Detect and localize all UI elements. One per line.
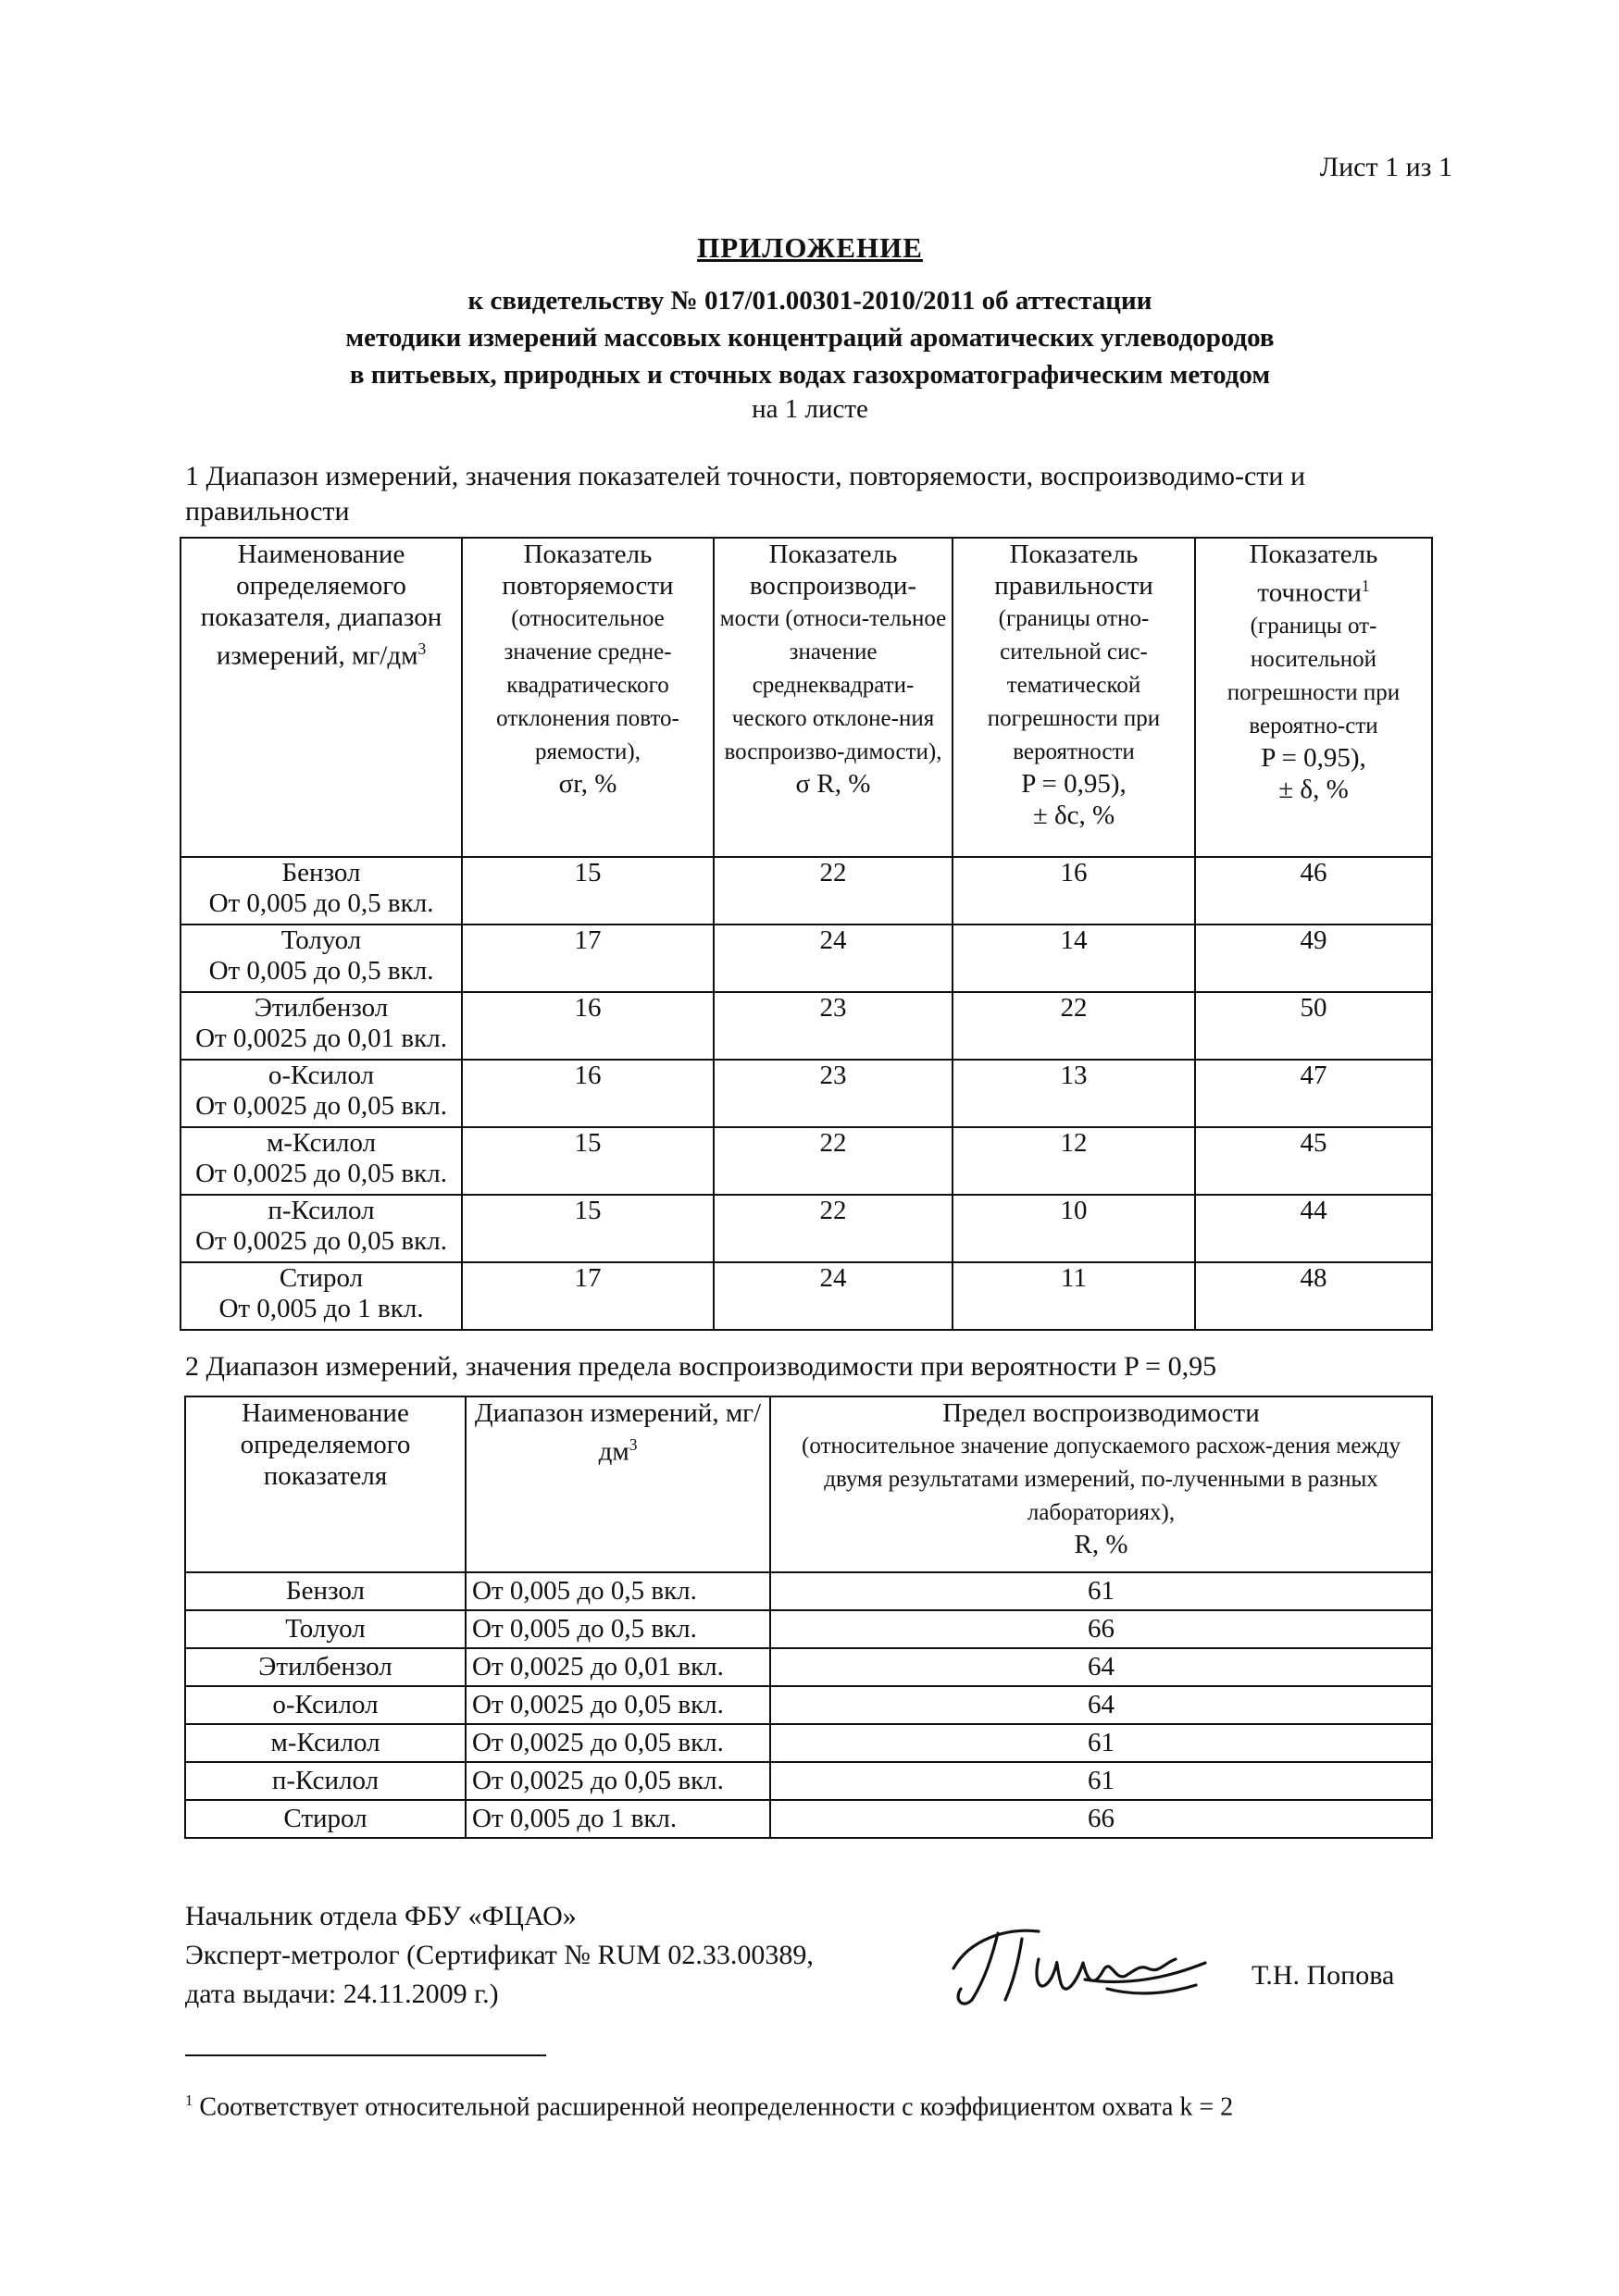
limit-value: 64 <box>770 1648 1432 1686</box>
analyte-name: Этилбензол <box>185 1648 466 1686</box>
repeatability-value: 15 <box>462 857 714 925</box>
table-row <box>181 857 1432 925</box>
reproducibility-value: 24 <box>714 925 953 992</box>
repeatability-value: 16 <box>462 1060 714 1127</box>
header-cell-limit: Предел воспроизводимости (относительное значение допускаемого расхож-дения между двумя результатами измерений, по-лученными в разных лабораториях), R, % <box>770 1396 1432 1572</box>
range-value: От 0,0025 до 0,05 вкл. <box>466 1762 770 1800</box>
analyte-cell: Стирол От 0,005 до 1 вкл. <box>181 1262 462 1330</box>
signatory-block <box>185 1897 814 2014</box>
repeatability-value: 17 <box>462 1262 714 1330</box>
repeatability-value: 15 <box>462 1195 714 1262</box>
accuracy-value: 46 <box>1195 857 1432 925</box>
range-value: От 0,0025 до 0,01 вкл. <box>466 1648 770 1686</box>
analyte-cell: Бензол От 0,005 до 0,5 вкл. <box>181 857 462 925</box>
header-line-4: на 1 листе <box>752 394 868 424</box>
accuracy-value: 47 <box>1195 1060 1432 1127</box>
analyte-name: Стирол <box>185 1800 466 1838</box>
section-2-title: 2 Диапазон измерений, значения предела воспроизводимости при вероятности P = 0,95 <box>185 1351 1217 1382</box>
reproducibility-limit-table-header <box>185 1396 1432 1572</box>
trueness-value: 12 <box>953 1127 1195 1195</box>
footnote: $^1$ Соответствует относительной расширенной неопределенности с коэффициентом охвата k = 2 <box>185 2091 1234 2122</box>
document-title: ПРИЛОЖЕНИЕ <box>697 231 923 264</box>
limit-value: 66 <box>770 1610 1432 1648</box>
limit-value: 61 <box>770 1572 1432 1610</box>
accuracy-table-header <box>181 538 1432 857</box>
table-row <box>185 1762 1432 1800</box>
analyte-name: м-Ксилол <box>185 1724 466 1762</box>
limit-value: 66 <box>770 1800 1432 1838</box>
header-cell-repeatability: Показатель повторяемости (относительное значение средне-квадратического отклонения повто-ряемости), σr, % <box>462 538 714 857</box>
analyte-cell: п-Ксилол От 0,0025 до 0,05 вкл. <box>181 1195 462 1262</box>
range-value: От 0,005 до 0,5 вкл. <box>466 1610 770 1648</box>
header-line-1: к свидетельству № 017/01.00301-2010/2011 об аттестации <box>467 286 1152 316</box>
table-row <box>181 1060 1432 1127</box>
trueness-value: 16 <box>953 857 1195 925</box>
trueness-value: 13 <box>953 1060 1195 1127</box>
table-row <box>185 1800 1432 1838</box>
header-line-3: в питьевых, природных и сточных водах газохроматографическим методом <box>349 360 1271 390</box>
accuracy-value: 45 <box>1195 1127 1432 1195</box>
reproducibility-value: 22 <box>714 857 953 925</box>
header-cell-reproducibility: Показатель воспроизводи- мости (относи-тельное значение среднеквадрати-ческого отклоне-ния воспроизво-димости), σ R, % <box>714 538 953 857</box>
accuracy-value: 49 <box>1195 925 1432 992</box>
footnote-divider <box>185 2054 546 2056</box>
table-row <box>181 1262 1432 1330</box>
reproducibility-value: 22 <box>714 1127 953 1195</box>
trueness-value: 14 <box>953 925 1195 992</box>
signatory-issue-date: дата выдачи: 24.11.2009 г.) <box>185 1979 499 2009</box>
reproducibility-value: 22 <box>714 1195 953 1262</box>
header-cell-analyte: Наименование определяемого показателя <box>185 1396 466 1572</box>
accuracy-value: 44 <box>1195 1195 1432 1262</box>
trueness-value: 22 <box>953 992 1195 1060</box>
header-cell-range: Диапазон измерений, $мг/дм^3$ <box>466 1396 770 1572</box>
analyte-cell: Толуол От 0,005 до 0,5 вкл. <box>181 925 462 992</box>
table-row <box>181 925 1432 992</box>
table-row <box>185 1572 1432 1610</box>
limit-value: 64 <box>770 1686 1432 1724</box>
repeatability-value: 15 <box>462 1127 714 1195</box>
analyte-name: Толуол <box>185 1610 466 1648</box>
analyte-name: п-Ксилол <box>185 1762 466 1800</box>
signatory-name: Т.Н. Попова <box>1252 1960 1395 1991</box>
analyte-cell: о-Ксилол От 0,0025 до 0,05 вкл. <box>181 1060 462 1127</box>
reproducibility-value: 23 <box>714 1060 953 1127</box>
trueness-value: 10 <box>953 1195 1195 1262</box>
analyte-name: Бензол <box>185 1572 466 1610</box>
analyte-cell: м-Ксилол От 0,0025 до 0,05 вкл. <box>181 1127 462 1195</box>
header-cell-trueness: Показатель правильности (границы отно-сительной сис-тематической погрешности при вероятности P = 0,95), ± δc, % <box>953 538 1195 857</box>
section-1-title: 1 Диапазон измерений, значения показателей точности, повторяемости, воспроизводимо-сти и правильности <box>185 461 1306 527</box>
table-row <box>185 1610 1432 1648</box>
limit-value: 61 <box>770 1762 1432 1800</box>
reproducibility-value: 23 <box>714 992 953 1060</box>
range-value: От 0,005 до 1 вкл. <box>466 1800 770 1838</box>
range-value: От 0,0025 до 0,05 вкл. <box>466 1724 770 1762</box>
accuracy-value: 48 <box>1195 1262 1432 1330</box>
table-row <box>181 992 1432 1060</box>
range-value: От 0,005 до 0,5 вкл. <box>466 1572 770 1610</box>
header-cell-analyte: Наименование определяемого показателя, диапазон измерений, $мг/дм^3$ <box>181 538 462 857</box>
table-row <box>181 1127 1432 1195</box>
reproducibility-value: 24 <box>714 1262 953 1330</box>
limit-value: 61 <box>770 1724 1432 1762</box>
accuracy-value: 50 <box>1195 992 1432 1060</box>
repeatability-value: 17 <box>462 925 714 992</box>
header-line-2: методики измерений массовых концентраций ароматических углеводородов <box>345 323 1275 353</box>
table-row <box>185 1648 1432 1686</box>
signatory-certificate: Эксперт-метролог (Сертификат № RUM 02.33.00389, <box>185 1940 814 1970</box>
table-row <box>181 1195 1432 1262</box>
repeatability-value: 16 <box>462 992 714 1060</box>
handwritten-signature <box>944 1911 1213 2013</box>
range-value: От 0,0025 до 0,05 вкл. <box>466 1686 770 1724</box>
analyte-cell: Этилбензол От 0,0025 до 0,01 вкл. <box>181 992 462 1060</box>
header-cell-accuracy: Показатель точности$^1$ (границы от-носительной погрешности при вероятно-сти P = 0,95), ± δ, % <box>1195 538 1432 857</box>
table-row <box>185 1724 1432 1762</box>
signatory-position: Начальник отдела ФБУ «ФЦАО» <box>185 1901 577 1931</box>
analyte-name: о-Ксилол <box>185 1686 466 1724</box>
trueness-value: 11 <box>953 1262 1195 1330</box>
reproducibility-limit-table <box>184 1396 1433 1839</box>
sheet-number: Лист 1 из 1 <box>1319 152 1452 182</box>
accuracy-table <box>180 537 1433 1331</box>
table-row <box>185 1686 1432 1724</box>
